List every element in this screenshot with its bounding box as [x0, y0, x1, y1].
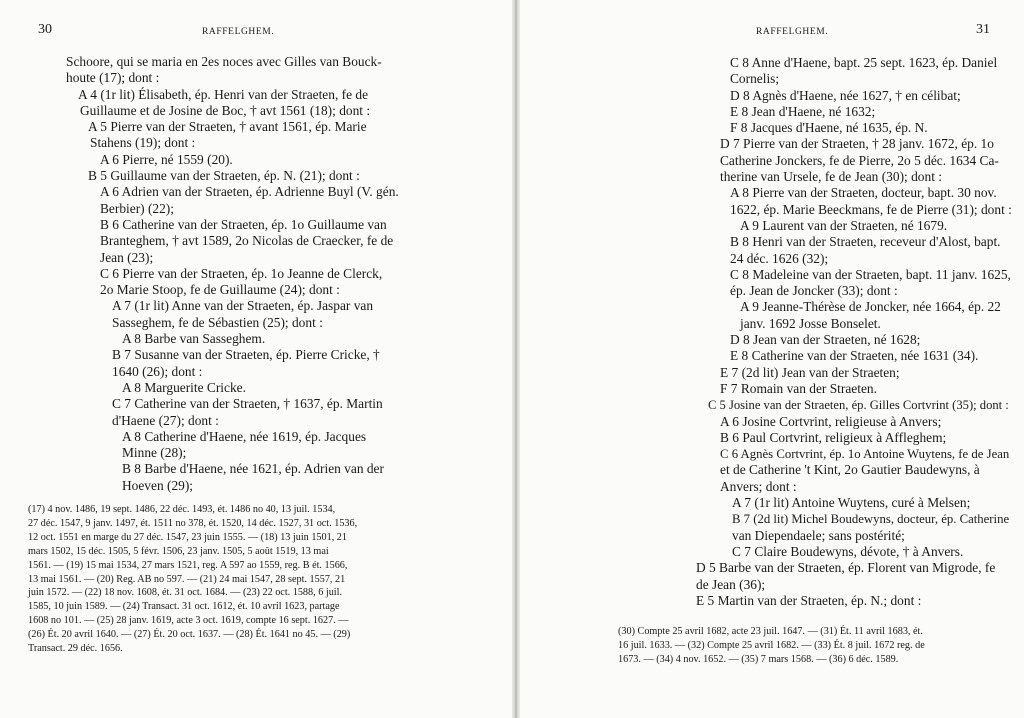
text-line: 24 déc. 1626 (32); [730, 250, 829, 266]
text-line: Jean (23); [100, 249, 154, 265]
text-line: C 8 Madeleine van der Straeten, bapt. 11 janv. 1625, [730, 266, 1011, 282]
text-line: D 7 Pierre van der Straeten, † 28 janv. 1672, ép. 1o [720, 136, 994, 152]
text-line: D 8 Jean van der Straeten, né 1628; [730, 332, 921, 348]
right-page [520, 0, 1024, 718]
text-line: houte (17); dont : [66, 70, 160, 86]
footnote-line: 27 déc. 1547, 9 janv. 1497, ét. 1511 no 378, ét. 1520, 14 déc. 1527, 31 oct. 1536, [28, 517, 358, 529]
text-line: F 7 Romain van der Straeten. [720, 380, 877, 396]
right-genealogy-text [670, 55, 1012, 609]
footnote-line: 13 mai 1561. — (20) Reg. AB no 597. — (21) 24 mai 1547, 28 sept. 1557, 21 [28, 573, 346, 585]
text-line: A 7 (1r lit) Antoine Wuytens, curé à Melsen; [732, 495, 971, 511]
footnote-line: (30) Compte 25 avril 1682, acte 23 juil. 1647. — (31) Ét. 11 avril 1683, ét. [618, 626, 923, 637]
text-line: janv. 1692 Josse Bonselet. [740, 315, 881, 331]
text-line: A 9 Laurent van der Straeten, né 1679. [740, 217, 948, 233]
text-line: de Jean (36); [696, 576, 766, 592]
text-line: A 8 Pierre van der Straeten, docteur, bapt. 30 nov. [730, 185, 997, 201]
footnote-line: 1561. — (19) 15 mai 1534, 27 mars 1521, reg. A 597 ao 1559, reg. B ét. 1566, [28, 559, 348, 571]
text-line: A 8 Barbe van Sasseghem. [122, 331, 266, 347]
text-line: A 8 Catherine d'Haene, née 1619, ép. Jacques [122, 428, 367, 444]
footnote-line: (26) Ét. 20 avril 1640. — (27) Ét. 20 oct. 1637. — (28) Ét. 1641 no 45. — (29) [28, 629, 351, 641]
text-line: B 7 Susanne van der Straeten, ép. Pierre Cricke, † [112, 347, 380, 363]
left-page-number: 30 [38, 22, 52, 37]
text-line: A 6 Josine Cortvrint, religieuse à Anvers; [720, 413, 942, 429]
text-line: C 5 Josine van der Straeten, ép. Gilles Cortvrint (35); dont : [708, 398, 1009, 413]
text-line: E 8 Jean d'Haene, né 1632; [730, 103, 876, 119]
text-line: B 8 Barbe d'Haene, née 1621, ép. Adrien van der [122, 461, 384, 477]
text-line: Anvers; dont : [720, 478, 797, 494]
text-line: Guillaume et de Josine de Boc, † avt 1561 (18); dont : [80, 102, 371, 118]
right-footnotes [618, 625, 998, 667]
text-line: therine van Ursele, fe de Jean (30); dont : [720, 169, 942, 185]
text-line: A 7 (1r lit) Anne van der Straeten, ép. Jaspar van [112, 298, 374, 314]
text-line: 1640 (26); dont : [112, 363, 203, 379]
text-line: B 5 Guillaume van der Straeten, ép. N. (21); dont : [88, 168, 360, 184]
footnote-line: mars 1502, 15 déc. 1505, 5 févr. 1506, 23 janv. 1505, 5 août 1519, 13 mai [28, 545, 329, 557]
text-line: C 6 Agnès Cortvrint, ép. 1o Antoine Wuytens, fe de Jean [720, 447, 1010, 462]
text-line: A 6 Pierre, né 1559 (20). [100, 151, 233, 167]
text-line: Schoore, qui se maria en 2es noces avec Gilles van Bouck- [66, 54, 382, 69]
left-footnotes [28, 503, 428, 656]
text-line: Cornelis; [730, 71, 780, 87]
text-line: E 8 Catherine van der Straeten, née 1631 (34). [730, 348, 979, 364]
text-line: C 7 Claire Boudewyns, dévote, † à Anvers. [732, 543, 964, 559]
text-line: Berbier) (22); [100, 200, 174, 216]
right-page-number: 31 [976, 22, 990, 37]
text-line: B 8 Henri van der Straeten, receveur d'Alost, bapt. [730, 234, 1001, 250]
text-line: A 5 Pierre van der Straeten, † avant 1561, ép. Marie [88, 119, 367, 135]
text-line: A 9 Jeanne-Thérèse de Joncker, née 1664, ép. 22 [740, 299, 1001, 315]
footnote-line: 1608 no 101. — (25) 28 janv. 1619, acte 3 oct. 1619, compte 16 sept. 1627. — [28, 615, 349, 627]
right-running-head: RAFFELGHEM. [756, 27, 829, 37]
text-line: A 8 Marguerite Cricke. [122, 379, 246, 395]
footnote-line: 12 oct. 1551 en marge du 27 déc. 1547, 23 juin 1555. — (18) 13 juin 1501, 21 [28, 531, 347, 543]
left-running-head: RAFFELGHEM. [202, 27, 275, 37]
text-line: 1622, ép. Marie Beeckmans, fe de Pierre (31); dont : [730, 201, 1012, 217]
footnote-line: juin 1572. — (22) 18 nov. 1608, ét. 31 oct. 1684. — (23) 22 oct. 1588, 6 juil. [28, 587, 342, 599]
footnote-line: 1585, 10 juin 1589. — (24) Transact. 31 oct. 1612, ét. 10 avril 1623, partage [28, 601, 340, 613]
text-line: 2o Marie Stoop, fe de Guillaume (24); dont : [100, 282, 340, 298]
text-line: van Diependaele; sans postérité; [732, 527, 905, 543]
text-line: et de Catherine 't Kint, 2o Gautier Baudewyns, à [720, 462, 980, 478]
book-gutter [512, 0, 520, 718]
footnote-line: (17) 4 nov. 1486, 19 sept. 1486, 22 déc. 1493, ét. 1486 no 40, 13 juil. 1534, [28, 504, 336, 515]
text-line: C 7 Catherine van der Straeten, † 1637, ép. Martin [112, 396, 383, 412]
text-line: C 6 Pierre van der Straeten, ép. 1o Jeanne de Clerck, [100, 265, 383, 281]
text-line: d'Haene (27); dont : [112, 412, 219, 428]
text-line: Hoeven (29); [122, 477, 194, 493]
text-line: B 7 (2d lit) Michel Boudewyns, docteur, ép. Catherine [732, 512, 1010, 527]
text-line: F 8 Jacques d'Haene, né 1635, ép. N. [730, 120, 928, 136]
text-line: D 8 Agnès d'Haene, née 1627, † en célibat; [730, 87, 961, 103]
text-line: Branteghem, † avt 1589, 2o Nicolas de Craecker, fe de [100, 233, 394, 249]
footnote-line: Transact. 29 déc. 1656. [28, 643, 123, 655]
text-line: D 5 Barbe van der Straeten, ép. Florent van Migrode, fe [696, 560, 996, 576]
text-line: C 8 Anne d'Haene, bapt. 25 sept. 1623, ép. Daniel [730, 55, 998, 70]
text-line: B 6 Paul Cortvrint, religieux à Affleghem; [720, 429, 947, 445]
left-genealogy-text [66, 54, 430, 494]
text-line: Stahens (19); dont : [90, 135, 196, 151]
text-line: A 6 Adrien van der Straeten, ép. Adrienne Buyl (V. gén. [100, 184, 399, 200]
text-line: Sasseghem, fe de Sébastien (25); dont : [112, 314, 323, 330]
text-line: E 7 (2d lit) Jean van der Straeten; [720, 364, 900, 380]
text-line: B 6 Catherine van der Straeten, ép. 1o Guillaume van [100, 216, 387, 232]
footnote-line: 1673. — (34) 4 nov. 1652. — (35) 7 mars 1568. — (36) 6 déc. 1589. [618, 653, 899, 665]
text-line: Catherine Jonckers, fe de Pierre, 2o 5 déc. 1634 Ca- [720, 152, 999, 168]
text-line: ép. Jean de Joncker (33); dont : [730, 283, 898, 299]
text-line: A 4 (1r lit) Élisabeth, ép. Henri van der Straeten, fe de [78, 86, 369, 102]
text-line: Minne (28); [122, 445, 187, 461]
footnote-line: 16 juil. 1633. — (32) Compte 25 avril 1682. — (33) Ét. 8 juil. 1672 reg. de [618, 639, 925, 651]
text-line: E 5 Martin van der Straeten, ép. N.; dont : [696, 592, 922, 608]
